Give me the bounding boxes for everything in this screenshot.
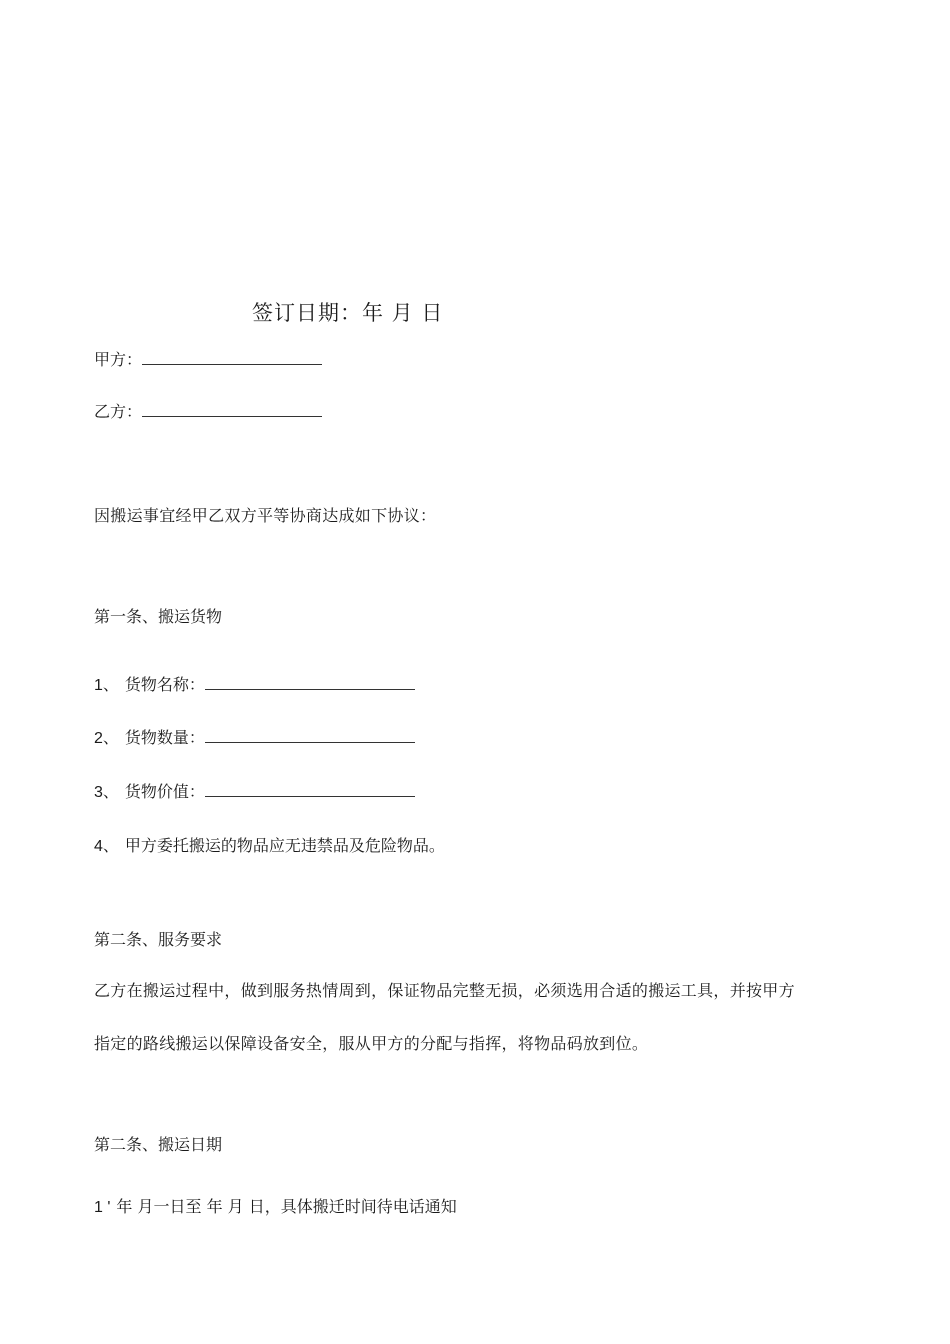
article1-item-1	[94, 675, 415, 696]
goods-name-blank[interactable]	[205, 675, 415, 690]
article1-title: 第一条、搬运货物	[94, 607, 223, 626]
item-number: 3、	[94, 784, 119, 801]
article2-paragraph-line1: 乙方在搬运过程中，做到服务热情周到，保证物品完整无损，必须选用合适的搬运工具，并按甲方	[94, 981, 795, 1000]
item-number: 2、	[94, 730, 119, 747]
goods-quantity-blank[interactable]	[205, 728, 415, 743]
article3-item-1	[94, 1197, 457, 1218]
article1-item-4	[94, 836, 445, 857]
party-b-label: 乙方：	[94, 402, 143, 421]
article1-item-2	[94, 728, 415, 749]
item-number: 1 '	[94, 1199, 111, 1216]
item-number: 1、	[94, 677, 119, 694]
party-a-blank[interactable]	[142, 350, 322, 365]
party-a-label: 甲方：	[94, 350, 143, 369]
goods-value-blank[interactable]	[205, 782, 415, 797]
item-number: 4、	[94, 838, 119, 855]
article3-title: 第二条、搬运日期	[94, 1135, 223, 1154]
intro-paragraph: 因搬运事宜经甲乙双方平等协商达成如下协议：	[94, 506, 437, 525]
article1-item-3	[94, 782, 415, 803]
item-text: 年 月一日至 年 月 日，具体搬迁时间待电话通知	[116, 1197, 457, 1216]
item-label: 货物数量：	[124, 728, 205, 747]
article2-title: 第二条、服务要求	[94, 930, 223, 949]
article2-paragraph-line2: 指定的路线搬运以保障设备安全，服从甲方的分配与指挥，将物品码放到位。	[94, 1034, 649, 1053]
party-a-row	[94, 350, 322, 370]
item-text: 甲方委托搬运的物品应无违禁品及危险物品。	[124, 836, 445, 855]
party-b-blank[interactable]	[142, 402, 322, 417]
item-label: 货物价值：	[124, 782, 205, 801]
item-label: 货物名称：	[124, 675, 205, 694]
sign-date: 签订日期：年 月 日	[252, 301, 444, 325]
party-b-row	[94, 402, 322, 422]
